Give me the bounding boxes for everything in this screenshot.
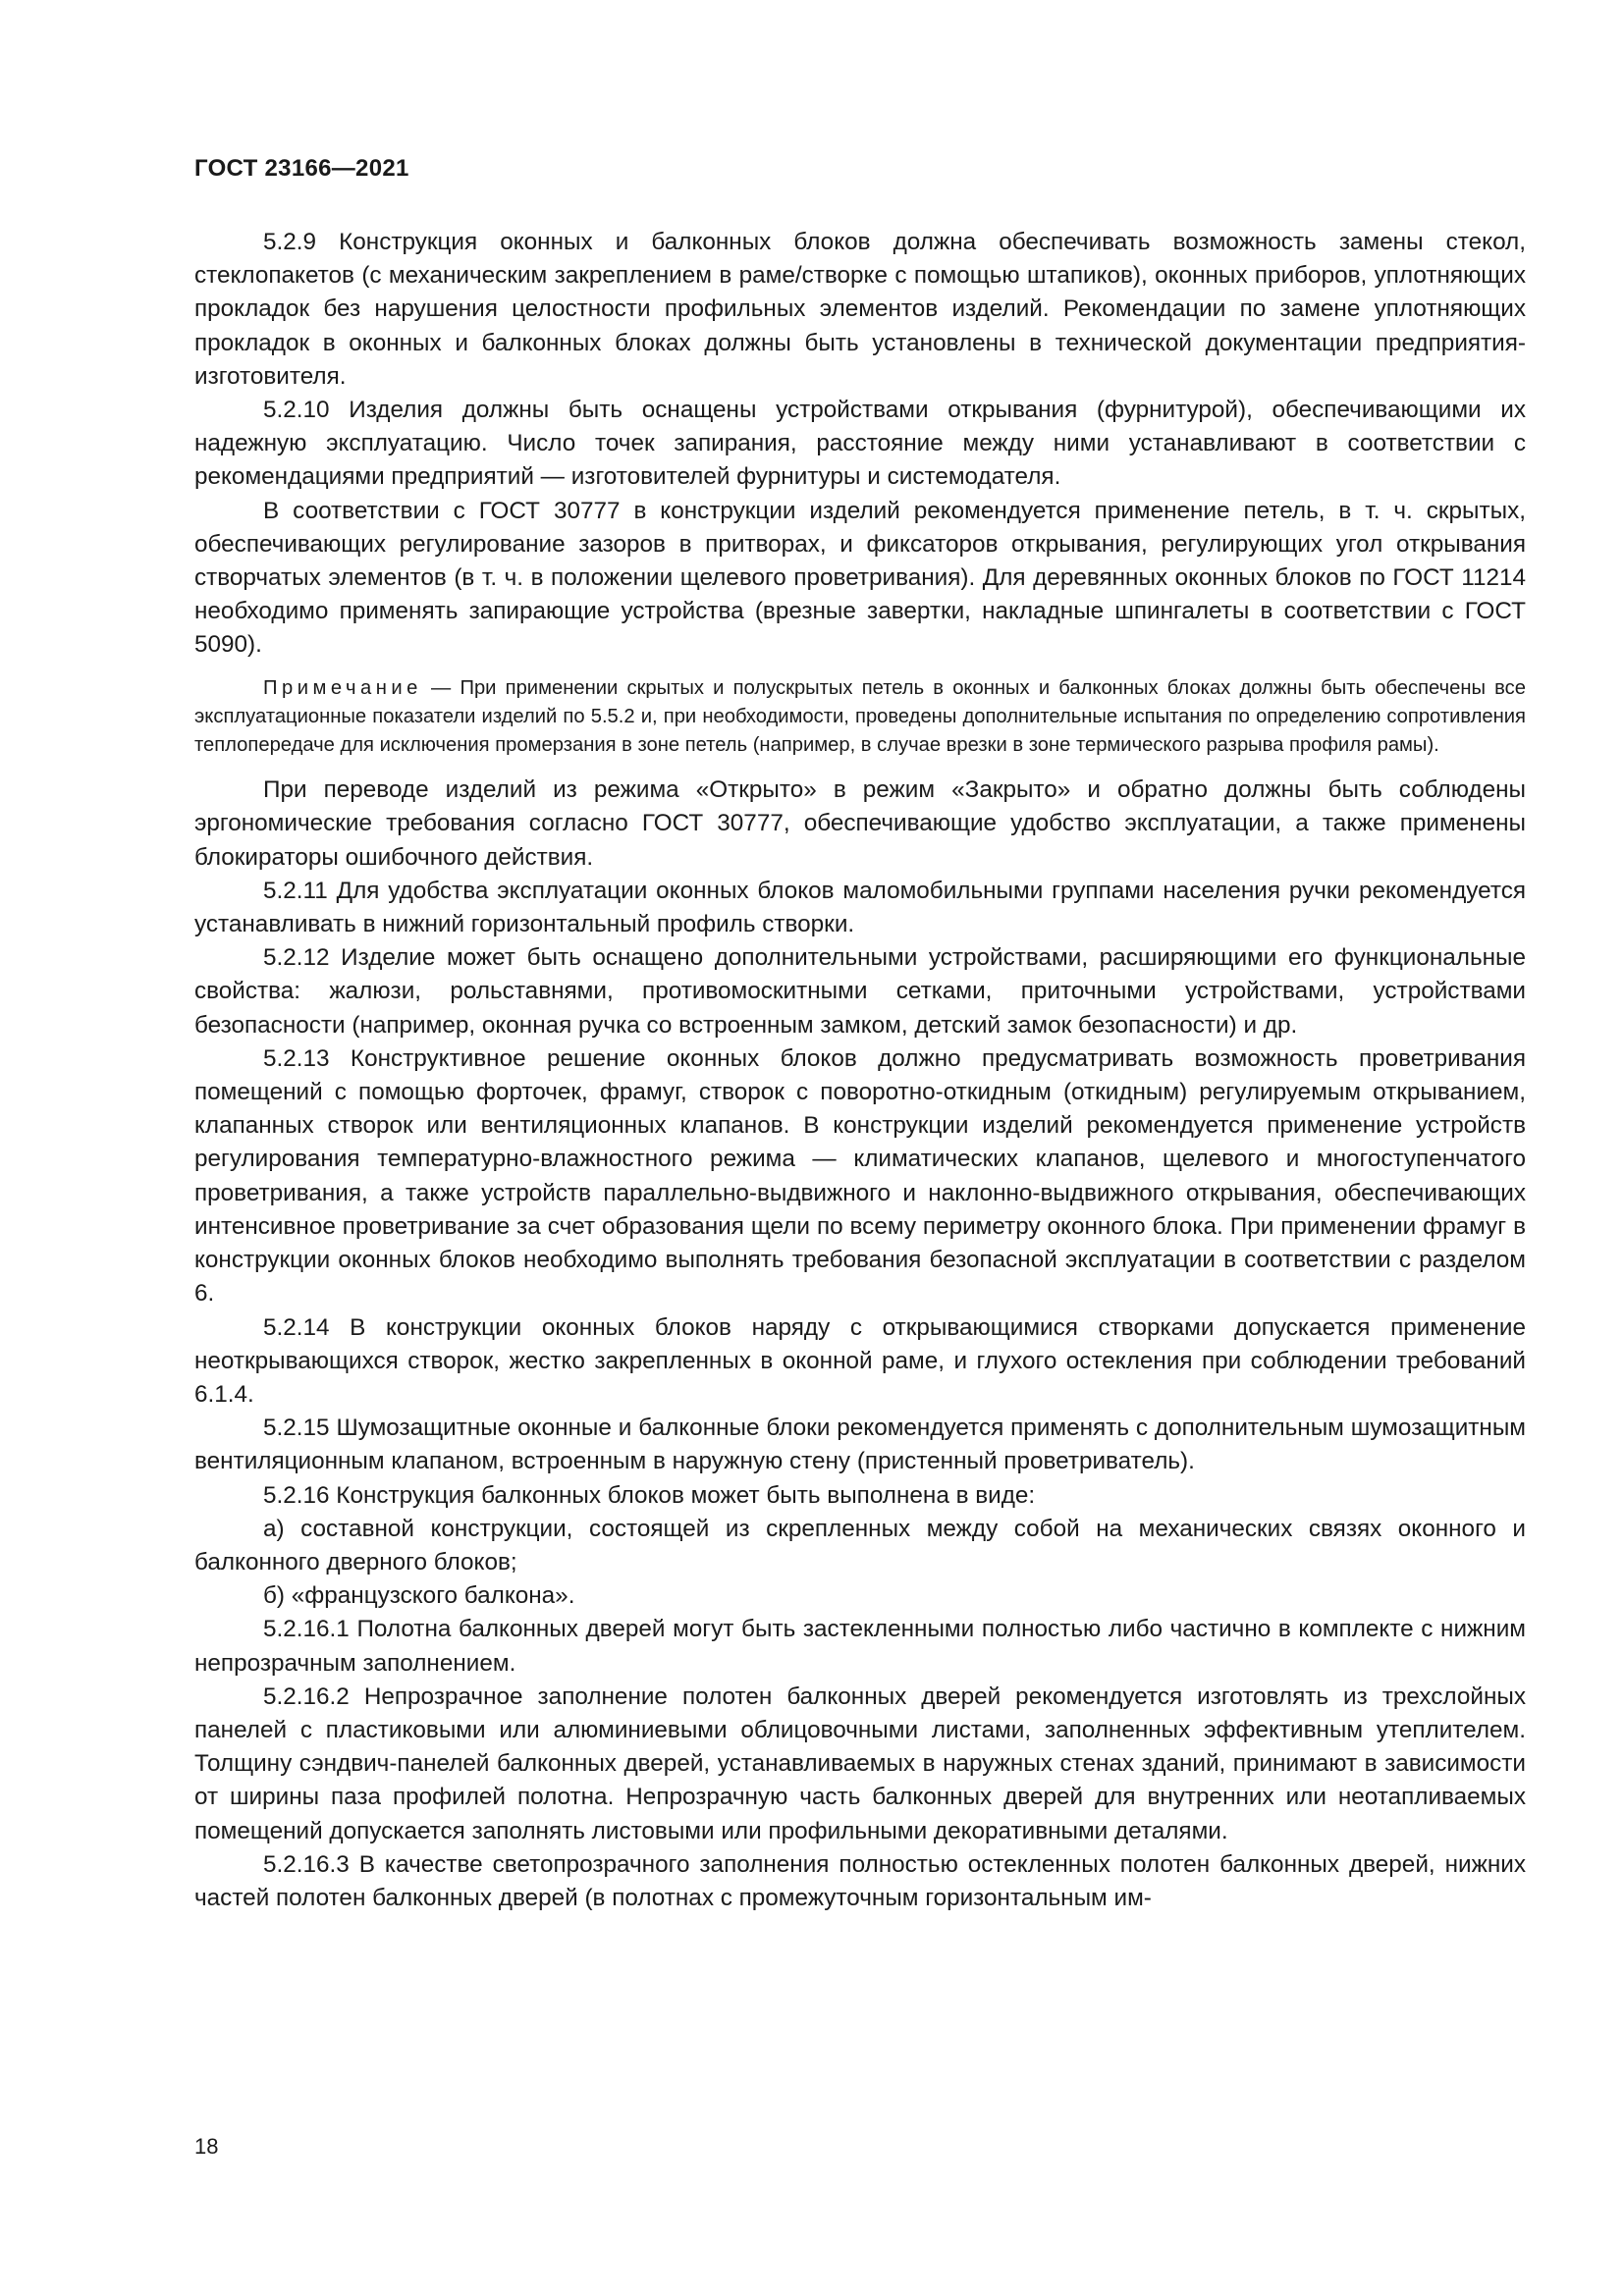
paragraph-5-2-9: 5.2.9 Конструкция оконных и балконных блоков должна обеспечивать возможность замены стекол, стеклопакетов (с механическим закреплением в раме/створке с помощью штапиков), оконных приборов, уплотняющих прокладок без нарушения целостности профильных элементов изделий. Рекомендации по замене уплотняющих прокладок в оконных и балконных блоках должны быть установлены в технической документации предприятия-изготовителя. (194, 229, 1526, 390)
note-label: Примечание (263, 676, 422, 699)
list-item-a: а) составной конструкции, состоящей из скрепленных между собой на механических связях оконного и балконного дверного блоков; (194, 1515, 1526, 1575)
paragraph-5-2-16-3: 5.2.16.3 В качестве светопрозрачного заполнения полностью остекленных полотен балконных дверей, нижних частей полотен балконных дверей (в полотнах с промежуточным горизонтальным им- (194, 1850, 1526, 1911)
document-code-header: ГОСТ 23166—2021 (194, 155, 409, 182)
paragraph-5-2-11: 5.2.11 Для удобства эксплуатации оконных блоков маломобильными группами населения ручки рекомендуется устанавливать в нижний горизонтальный профиль створки. (194, 877, 1526, 938)
paragraph-5-2-16: 5.2.16 Конструкция балконных блоков может быть выполнена в виде: (263, 1481, 1036, 1509)
paragraph-5-2-12: 5.2.12 Изделие может быть оснащено дополнительными устройствами, расширяющими его функциональные свойства: жалюзи, рольставнями, противомоскитными сетками, приточными устройствами, устройствами безопасности (например, оконная ручка со встроенным замком, детский замок безопасности) и др. (194, 944, 1526, 1039)
paragraph-gost-30777: В соответствии с ГОСТ 30777 в конструкции изделий рекомендуется применение петель, в т. ч. скрытых, обеспечивающих регулирование зазоров в притворах, и фиксаторов открывания, регулирующих угол открывания створчатых элементов (в т. ч. в положении щелевого проветривания). Для деревянных оконных блоков по ГОСТ 11214 необходимо применять запирающие устройства (врезные завертки, накладные шпингалеты в соответствии с ГОСТ 5090). (194, 497, 1526, 659)
paragraph-5-2-10: 5.2.10 Изделия должны быть оснащены устройствами открывания (фурнитурой), обеспечивающими их надежную эксплуатацию. Число точек запирания, расстояние между ними устанавливают в соответствии с рекомендациями предприятий — изготовителей фурнитуры и системодателя. (194, 397, 1526, 491)
note-block (194, 674, 1526, 761)
paragraph-5-2-16-1: 5.2.16.1 Полотна балконных дверей могут быть застекленными полностью либо частично в комплекте с нижним непрозрачным заполнением. (194, 1616, 1526, 1677)
list-item-b: б) «французского балкона». (263, 1582, 575, 1610)
note-text: — При применении скрытых и полускрытых петель в оконных и балконных блоках должны быть обеспечены все эксплуатационные показатели изделий по 5.5.2 и, при необходимости, проведены дополнительные испытания по определению сопротивления теплопередаче для исключения промерзания в зоне петель (например, в случае врезки в зоне термического разрыва профиля рамы). (194, 676, 1526, 757)
document-body (194, 226, 1526, 1915)
paragraph-5-2-14: 5.2.14 В конструкции оконных блоков наряду с открывающимися створками допускается применение неоткрывающихся створок, жестко закрепленных в оконной раме, и глухого остекления при соблюдении требований 6.1.4. (194, 1313, 1526, 1408)
paragraph-mode-switch: При переводе изделий из режима «Открыто» в режим «Закрыто» и обратно должны быть соблюдены эргономические требования согласно ГОСТ 30777, обеспечивающие удобство эксплуатации, а также применены блокираторы ошибочного действия. (194, 776, 1526, 871)
paragraph-5-2-13: 5.2.13 Конструктивное решение оконных блоков должно предусматривать возможность проветривания помещений с помощью форточек, фрамуг, створок с поворотно-откидным (откидным) регулируемым открыванием, клапанных створок или вентиляционных клапанов. В конструкции изделий рекомендуется применение устройств регулирования температурно-влажностного режима — климатических клапанов, щелевого и многоступенчатого проветривания, а также устройств параллельно-выдвижного и наклонно-выдвижного открывания, обеспечивающих интенсивное проветривание за счет образования щели по всему периметру оконного блока. При применении фрамуг в конструкции оконных блоков необходимо выполнять требования безопасной эксплуатации в соответствии с разделом 6. (194, 1044, 1526, 1308)
paragraph-5-2-15: 5.2.15 Шумозащитные оконные и балконные блоки рекомендуется применять с дополнительным шумозащитным вентиляционным клапаном, встроенным в наружную стену (пристенный проветриватель). (194, 1415, 1526, 1475)
paragraph-5-2-16-2: 5.2.16.2 Непрозрачное заполнение полотен балконных дверей рекомендуется изготовлять из трехслойных панелей с пластиковыми или алюминиевыми облицовочными листами, заполненных эффективным утеплителем. Толщину сэндвич-панелей балконных дверей, устанавливаемых в наружных стенах зданий, принимают в зависимости от ширины паза профилей полотна. Непрозрачную часть балконных дверей для внутренних или неотапливаемых помещений допускается заполнять листовыми или профильными декоративными деталями. (194, 1682, 1526, 1844)
page-number: 18 (194, 2134, 219, 2159)
